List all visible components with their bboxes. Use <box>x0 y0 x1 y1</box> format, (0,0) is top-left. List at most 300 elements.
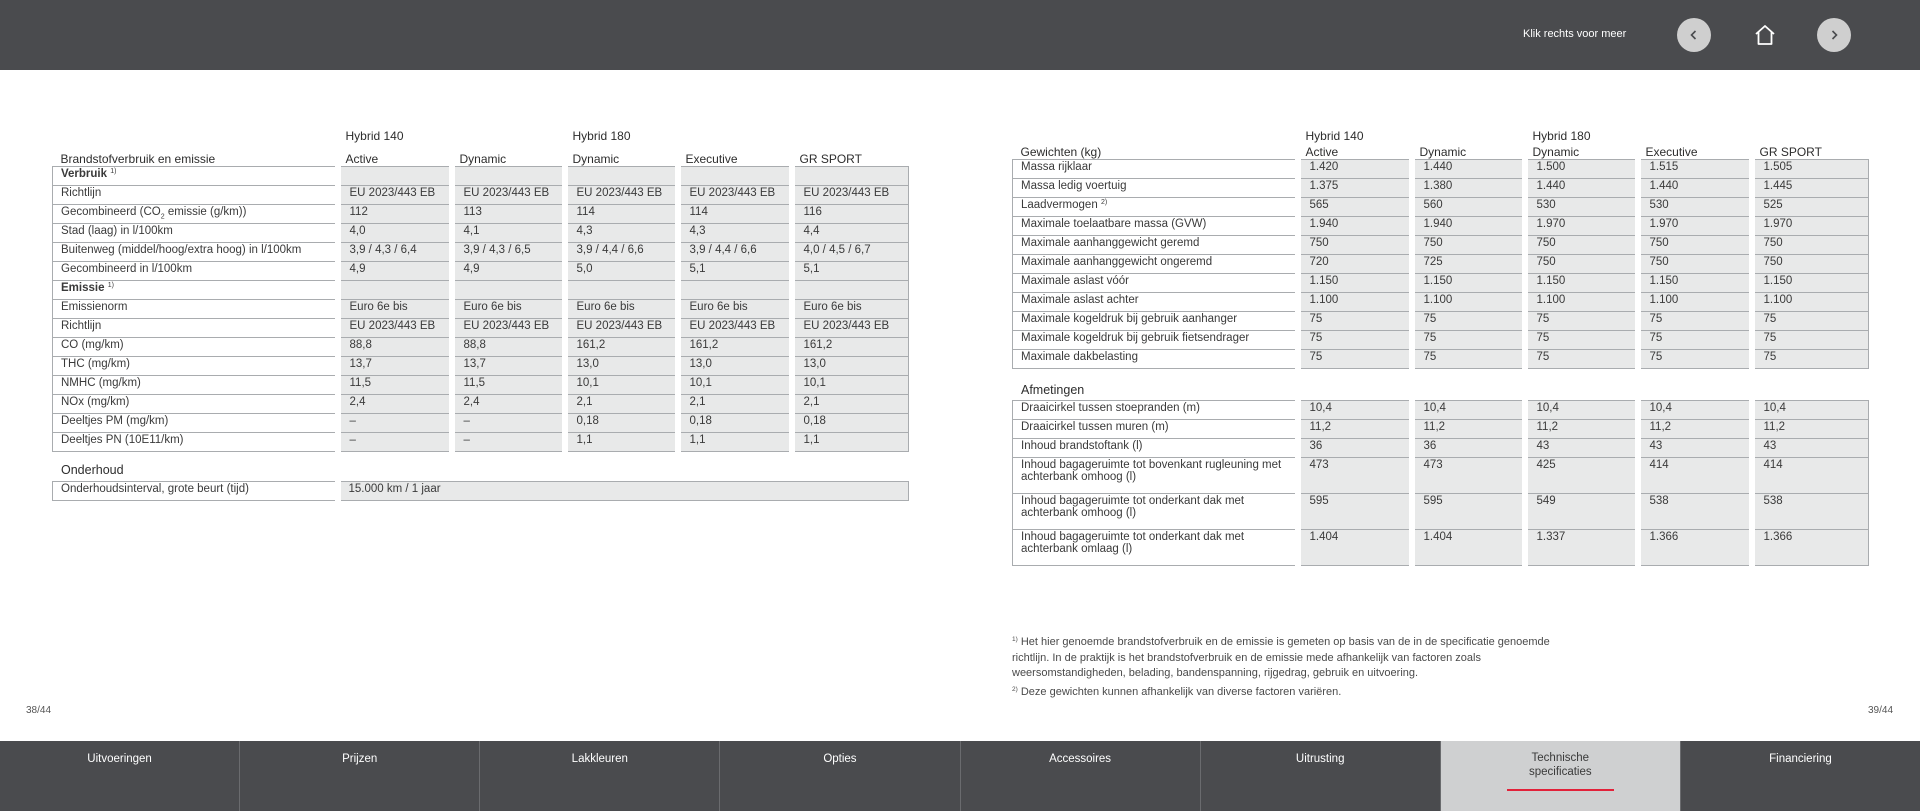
cell-value: 43 <box>1752 439 1869 458</box>
cell-value: EU 2023/443 EB <box>792 318 909 337</box>
row-label <box>1013 401 1298 420</box>
row-label <box>1013 254 1298 273</box>
cell-value: Euro 6e bis <box>338 299 452 318</box>
navigation-hint: Klik rechts voor meer <box>1523 28 1627 40</box>
cell-value: EU 2023/443 EB <box>565 185 678 204</box>
cell-value: – <box>452 432 565 451</box>
cell-value: 112 <box>338 204 452 223</box>
cell-value: 10,1 <box>792 375 909 394</box>
cell-value: 2,1 <box>678 394 792 413</box>
nav-tab-label: Uitvoeringen <box>87 753 152 765</box>
table-row <box>1013 311 1869 330</box>
cell-value: 4,3 <box>565 223 678 242</box>
cell-value: 11,5 <box>452 375 565 394</box>
cell-value: 10,4 <box>1752 401 1869 420</box>
label-text: Inhoud bagageruimte tot onderkant dak met achterbank omhoog (l) <box>1021 495 1245 520</box>
nav-tab-uitrusting[interactable] <box>1201 741 1441 811</box>
table-row <box>53 356 909 375</box>
cell-value: 10,4 <box>1638 401 1752 420</box>
cell-value: 1.100 <box>1525 292 1638 311</box>
label-text: Maximale aanhanggewicht ongeremd <box>1021 255 1213 268</box>
cell-value: 549 <box>1525 494 1638 530</box>
row-label <box>53 204 338 223</box>
footnote-marker: 2) <box>1012 685 1018 693</box>
row-label <box>1013 349 1298 368</box>
cell-value: – <box>338 413 452 432</box>
row-label <box>1013 530 1298 566</box>
cell-value: Euro 6e bis <box>452 299 565 318</box>
cell-value: 1,1 <box>565 432 678 451</box>
cell-value: Euro 6e bis <box>565 299 678 318</box>
cell-value: Euro 6e bis <box>678 299 792 318</box>
cell-value: 473 <box>1298 458 1412 494</box>
cell-value: 10,4 <box>1298 401 1412 420</box>
table-row <box>53 299 909 318</box>
cell-value: 43 <box>1638 439 1752 458</box>
cell-value: 114 <box>565 204 678 223</box>
table-title: Brandstofverbruik en emissie <box>60 151 216 166</box>
column-header: Executive <box>685 151 738 166</box>
nav-tab-accessoires[interactable] <box>961 741 1201 811</box>
cell-value: 75 <box>1638 349 1752 368</box>
cell-value: 1.150 <box>1752 273 1869 292</box>
row-label <box>1013 197 1298 216</box>
cell-value: 11,2 <box>1525 420 1638 439</box>
label-text: Massa ledig voertuig <box>1021 179 1127 192</box>
cell-value: 1,1 <box>792 432 909 451</box>
cell-value: 75 <box>1638 311 1752 330</box>
chevron-right-icon <box>1828 29 1840 41</box>
cell-value: 414 <box>1638 458 1752 494</box>
footnote-ref: 2) <box>1100 198 1108 206</box>
footnotes <box>1012 632 1572 700</box>
nav-tab-opties[interactable] <box>720 741 960 811</box>
column-header: GR SPORT <box>1759 144 1822 159</box>
cell-value: 11,2 <box>1412 420 1525 439</box>
row-label <box>53 337 338 356</box>
maintenance-table <box>52 481 909 501</box>
cell-value: 1.100 <box>1412 292 1525 311</box>
group-header-hybrid-140: Hybrid 140 <box>345 129 404 143</box>
table-row <box>53 185 909 204</box>
cell-value: 750 <box>1412 235 1525 254</box>
table-row <box>53 394 909 413</box>
cell-value: 1.500 <box>1525 159 1638 178</box>
column-header: Active <box>1305 144 1339 159</box>
cell-value: 114 <box>678 204 792 223</box>
table-row <box>1013 530 1869 566</box>
table-row <box>1013 439 1869 458</box>
cell-value: 750 <box>1525 254 1638 273</box>
row-label <box>53 375 338 394</box>
column-header: Dynamic <box>1532 144 1580 159</box>
cell-value: 4,4 <box>792 223 909 242</box>
cell-value: 161,2 <box>792 337 909 356</box>
nav-tab-label: Opties <box>823 753 857 765</box>
label-text: Deeltjes PN (10E11/km) <box>61 433 184 446</box>
footnote-2 <box>1012 682 1572 701</box>
cell-value: 75 <box>1412 330 1525 349</box>
section-row-verbruik <box>53 166 909 185</box>
row-label <box>1013 311 1298 330</box>
label-text: Gecombineerd (CO <box>61 205 161 218</box>
label-text: THC (mg/km) <box>61 357 130 370</box>
row-label <box>53 356 338 375</box>
cell-value: 5,1 <box>678 261 792 280</box>
cell-value: 88,8 <box>452 337 565 356</box>
cell-value: 161,2 <box>565 337 678 356</box>
row-label <box>1013 420 1298 439</box>
active-tab-indicator <box>1507 789 1614 791</box>
label-text: Inhoud bagageruimte tot bovenkant rugleuning met achterbank omhoog (l) <box>1021 459 1282 484</box>
label-text: Maximale aslast achter <box>1021 293 1139 306</box>
section-title-onderhoud: Onderhoud <box>61 463 124 477</box>
cell-value: 538 <box>1752 494 1869 530</box>
nav-tab-label: Accessoires <box>1049 753 1112 765</box>
column-header: Dynamic <box>572 151 620 166</box>
section-label: Verbruik <box>61 167 108 180</box>
cell-value: 1.380 <box>1412 178 1525 197</box>
label-text: Richtlijn <box>61 319 102 332</box>
cell-value: 750 <box>1752 254 1869 273</box>
nav-tab-lakkleuren[interactable] <box>480 741 720 811</box>
cell-value: 0,18 <box>678 413 792 432</box>
row-label <box>53 223 338 242</box>
nav-tab-label: Lakkleuren <box>571 753 628 765</box>
label-text: Buitenweg (middel/hoog/extra hoog) in l/100km <box>61 243 302 256</box>
section-row-emissie <box>53 280 909 299</box>
cell-value: 3,9 / 4,3 / 6,5 <box>452 242 565 261</box>
table-row <box>1013 254 1869 273</box>
row-label <box>53 261 338 280</box>
cell-value: 10,4 <box>1412 401 1525 420</box>
cell-value: 1.970 <box>1638 216 1752 235</box>
nav-tab-technische-specificaties[interactable] <box>1441 741 1681 811</box>
table-row <box>53 482 909 501</box>
cell-value: 11,2 <box>1298 420 1412 439</box>
table-row <box>53 432 909 451</box>
cell-value: 43 <box>1525 439 1638 458</box>
cell-value: 75 <box>1525 349 1638 368</box>
table-row <box>53 242 909 261</box>
table-row <box>53 413 909 432</box>
table-row <box>1013 330 1869 349</box>
footnote-ref: 1) <box>110 167 117 175</box>
label-text: Maximale kogeldruk bij gebruik aanhanger <box>1021 312 1238 325</box>
fuel-emission-table <box>52 120 909 452</box>
chevron-left-icon <box>1688 29 1700 41</box>
cell-value: 4,3 <box>678 223 792 242</box>
table-row <box>1013 197 1869 216</box>
row-label <box>1013 159 1298 178</box>
row-label: Onderhoudsinterval, grote beurt (tijd) <box>53 482 338 501</box>
cell-value: EU 2023/443 EB <box>678 318 792 337</box>
label-text: Richtlijn <box>61 186 102 199</box>
cell-value: 525 <box>1752 197 1869 216</box>
cell-value: EU 2023/443 EB <box>452 318 565 337</box>
label-text: CO (mg/km) <box>61 338 124 351</box>
row-label <box>1013 439 1298 458</box>
table-row <box>1013 494 1869 530</box>
row-label <box>1013 330 1298 349</box>
cell-value: 750 <box>1638 235 1752 254</box>
cell-value: 1.375 <box>1298 178 1412 197</box>
cell-value: Euro 6e bis <box>792 299 909 318</box>
cell-value: 1.366 <box>1752 530 1869 566</box>
table-row <box>53 261 909 280</box>
cell-value: – <box>338 432 452 451</box>
footnote-ref: 1) <box>107 281 114 289</box>
cell-value: 75 <box>1412 349 1525 368</box>
cell-value: 1.100 <box>1638 292 1752 311</box>
section-label: Emissie <box>61 281 105 294</box>
cell-value: 1.404 <box>1298 530 1412 566</box>
group-header-hybrid-180: Hybrid 180 <box>1532 129 1591 143</box>
group-header-hybrid-180: Hybrid 180 <box>572 129 631 143</box>
cell-value: EU 2023/443 EB <box>565 318 678 337</box>
label-text: Deeltjes PM (mg/km) <box>61 414 169 427</box>
cell-value: 2,4 <box>338 394 452 413</box>
column-header: Dynamic <box>459 151 507 166</box>
cell-value: 414 <box>1752 458 1869 494</box>
cell-value: 750 <box>1638 254 1752 273</box>
cell-value: 2,1 <box>565 394 678 413</box>
cell-value: 75 <box>1525 311 1638 330</box>
column-header: Executive <box>1645 144 1698 159</box>
cell-value: 1.150 <box>1638 273 1752 292</box>
row-label <box>53 299 338 318</box>
table-row <box>1013 420 1869 439</box>
column-header: Dynamic <box>1419 144 1467 159</box>
footnote-text: Deze gewichten kunnen afhankelijk van diverse factoren variëren. <box>1020 685 1342 698</box>
cell-value: 1.150 <box>1525 273 1638 292</box>
label-subscript: 2 <box>160 212 165 220</box>
top-bar <box>0 0 1920 70</box>
row-label <box>53 242 338 261</box>
cell-value: 1.445 <box>1752 178 1869 197</box>
table-row <box>53 375 909 394</box>
weights-table <box>1012 120 1869 369</box>
cell-value: 4,9 <box>338 261 452 280</box>
cell-value: 1.440 <box>1638 178 1752 197</box>
page-number-right: 39/44 <box>1868 705 1894 716</box>
cell-value: 11,2 <box>1752 420 1869 439</box>
label-text: Gecombineerd in l/100km <box>61 262 193 275</box>
cell-value: 1.366 <box>1638 530 1752 566</box>
cell-value: 1.940 <box>1412 216 1525 235</box>
cell-value: 113 <box>452 204 565 223</box>
cell-value: 75 <box>1412 311 1525 330</box>
label-text: NMHC (mg/km) <box>61 376 141 389</box>
cell-value: 1.505 <box>1752 159 1869 178</box>
next-page-button[interactable] <box>1817 18 1851 52</box>
cell-value: 565 <box>1298 197 1412 216</box>
cell-value: 3,9 / 4,4 / 6,6 <box>565 242 678 261</box>
table-column-header <box>53 143 909 166</box>
home-icon <box>1753 23 1777 47</box>
page-number-left: 38/44 <box>26 705 52 716</box>
column-header: GR SPORT <box>799 151 862 166</box>
label-text: NOx (mg/km) <box>61 395 130 408</box>
table-row <box>53 318 909 337</box>
table-row <box>1013 401 1869 420</box>
table-row <box>1013 159 1869 178</box>
cell-value: 1,1 <box>678 432 792 451</box>
cell-value: 530 <box>1638 197 1752 216</box>
cell-value: 13,0 <box>565 356 678 375</box>
cell-value: 10,1 <box>565 375 678 394</box>
cell-value: 1.150 <box>1298 273 1412 292</box>
cell-value: 3,9 / 4,3 / 6,4 <box>338 242 452 261</box>
label-text: Maximale kogeldruk bij gebruik fietsendrager <box>1021 331 1250 344</box>
cell-value: 10,1 <box>678 375 792 394</box>
cell-value: 75 <box>1752 349 1869 368</box>
table-row <box>1013 216 1869 235</box>
cell-value: 425 <box>1525 458 1638 494</box>
bottom-navigation <box>0 741 1920 811</box>
cell-value: 10,4 <box>1525 401 1638 420</box>
cell-value: 560 <box>1412 197 1525 216</box>
cell-value: 75 <box>1298 349 1412 368</box>
cell-value: 0,18 <box>565 413 678 432</box>
nav-tab-financiering[interactable] <box>1681 741 1920 811</box>
cell-value: 1.970 <box>1752 216 1869 235</box>
cell-value: 4,1 <box>452 223 565 242</box>
label-text: Draaicirkel tussen muren (m) <box>1021 421 1169 433</box>
cell-value: 5,1 <box>792 261 909 280</box>
table-row <box>53 337 909 356</box>
cell-value: 473 <box>1412 458 1525 494</box>
table-row <box>1013 178 1869 197</box>
cell-value: 1.970 <box>1525 216 1638 235</box>
row-label <box>1013 273 1298 292</box>
cell-value: 1.150 <box>1412 273 1525 292</box>
footnote-1 <box>1012 632 1572 682</box>
row-label <box>1013 458 1298 494</box>
nav-tab-uitvoeringen[interactable] <box>0 741 240 811</box>
cell-value: 720 <box>1298 254 1412 273</box>
cell-value: 750 <box>1525 235 1638 254</box>
cell-value: 725 <box>1412 254 1525 273</box>
cell-value: 13,0 <box>678 356 792 375</box>
cell-value: 1.420 <box>1298 159 1412 178</box>
cell-value: EU 2023/443 EB <box>452 185 565 204</box>
table-group-header <box>53 120 909 143</box>
cell-value: 0,18 <box>792 413 909 432</box>
footnote-marker: 1) <box>1012 636 1018 643</box>
cell-value: 13,7 <box>452 356 565 375</box>
row-label <box>53 318 338 337</box>
cell-value: EU 2023/443 EB <box>792 185 909 204</box>
table-row <box>1013 349 1869 368</box>
row-label <box>53 185 338 204</box>
cell-value: 4,0 / 4,5 / 6,7 <box>792 242 909 261</box>
row-label <box>53 432 338 451</box>
cell-value: 75 <box>1638 330 1752 349</box>
row-label <box>53 413 338 432</box>
cell-value: 1.515 <box>1638 159 1752 178</box>
cell-value: 161,2 <box>678 337 792 356</box>
cell-value: 595 <box>1298 494 1412 530</box>
table-row <box>1013 292 1869 311</box>
cell-value: 530 <box>1525 197 1638 216</box>
cell-value: 750 <box>1298 235 1412 254</box>
table-title: Gewichten (kg) <box>1020 144 1102 159</box>
table-group-header <box>1013 120 1869 143</box>
cell-value: 1.404 <box>1412 530 1525 566</box>
nav-tab-label: Financiering <box>1769 753 1832 765</box>
nav-tab-prijzen[interactable] <box>240 741 480 811</box>
table-row <box>1013 458 1869 494</box>
row-label <box>1013 494 1298 530</box>
cell-value: 4,0 <box>338 223 452 242</box>
table-column-header <box>1013 143 1869 159</box>
cell-value: 4,9 <box>452 261 565 280</box>
label-text: Massa rijklaar <box>1021 160 1092 173</box>
cell-value: 11,5 <box>338 375 452 394</box>
home-button[interactable] <box>1748 18 1782 52</box>
group-header-hybrid-140: Hybrid 140 <box>1305 129 1364 143</box>
cell-value: 75 <box>1752 330 1869 349</box>
cell-value: 750 <box>1752 235 1869 254</box>
cell-value: – <box>452 413 565 432</box>
cell-value: 75 <box>1298 311 1412 330</box>
cell-value: 595 <box>1412 494 1525 530</box>
cell-value: 1.100 <box>1752 292 1869 311</box>
label-text: Maximale aslast vóór <box>1021 274 1130 287</box>
previous-page-button[interactable] <box>1677 18 1711 52</box>
table-row <box>53 204 909 223</box>
cell-value: 3,9 / 4,4 / 6,6 <box>678 242 792 261</box>
table-row <box>53 223 909 242</box>
label-text: emissie (g/km)) <box>164 205 247 218</box>
row-label <box>53 394 338 413</box>
nav-tab-label: Prijzen <box>342 753 378 765</box>
nav-tab-label: Uitrusting <box>1295 753 1345 765</box>
label-text: Maximale dakbelasting <box>1021 350 1138 363</box>
cell-value: 13,7 <box>338 356 452 375</box>
footnote-text: Het hier genoemde brandstofverbruik en de emissie is gemeten op basis van de in de specificatie genoemde richtlijn. In de praktijk is het brandstofverbruik en de emissie mede afhankelijk van factoren zoals weersomstandigheden, belading, bandenspanning, rijgedrag, gebruik en uitvoering. <box>1012 636 1550 679</box>
label-text: Emissienorm <box>61 300 128 313</box>
cell-value: 36 <box>1412 439 1525 458</box>
cell-value: 11,2 <box>1638 420 1752 439</box>
cell-value: EU 2023/443 EB <box>338 185 452 204</box>
cell-value: 1.100 <box>1298 292 1412 311</box>
cell-value: 538 <box>1638 494 1752 530</box>
cell-value: 13,0 <box>792 356 909 375</box>
column-header: Active <box>345 151 379 166</box>
cell-value: 75 <box>1298 330 1412 349</box>
cell-value: 1.940 <box>1298 216 1412 235</box>
section-title-afmetingen: Afmetingen <box>1021 383 1085 397</box>
row-label <box>1013 178 1298 197</box>
cell-value: 2,1 <box>792 394 909 413</box>
label-text: Maximale aanhanggewicht geremd <box>1021 236 1200 249</box>
label-text: Inhoud brandstoftank (l) <box>1021 440 1143 452</box>
cell-value: EU 2023/443 EB <box>338 318 452 337</box>
cell-value: 75 <box>1525 330 1638 349</box>
table-row <box>1013 235 1869 254</box>
cell-value: 75 <box>1752 311 1869 330</box>
label-text: Stad (laag) in l/100km <box>61 224 173 237</box>
cell-value: 15.000 km / 1 jaar <box>338 482 909 501</box>
row-label <box>1013 292 1298 311</box>
cell-value: 1.440 <box>1412 159 1525 178</box>
label-text: Draaicirkel tussen stoepranden (m) <box>1021 402 1200 414</box>
cell-value: 5,0 <box>565 261 678 280</box>
cell-value: 88,8 <box>338 337 452 356</box>
label-text: Maximale toelaatbare massa (GVW) <box>1021 217 1207 230</box>
